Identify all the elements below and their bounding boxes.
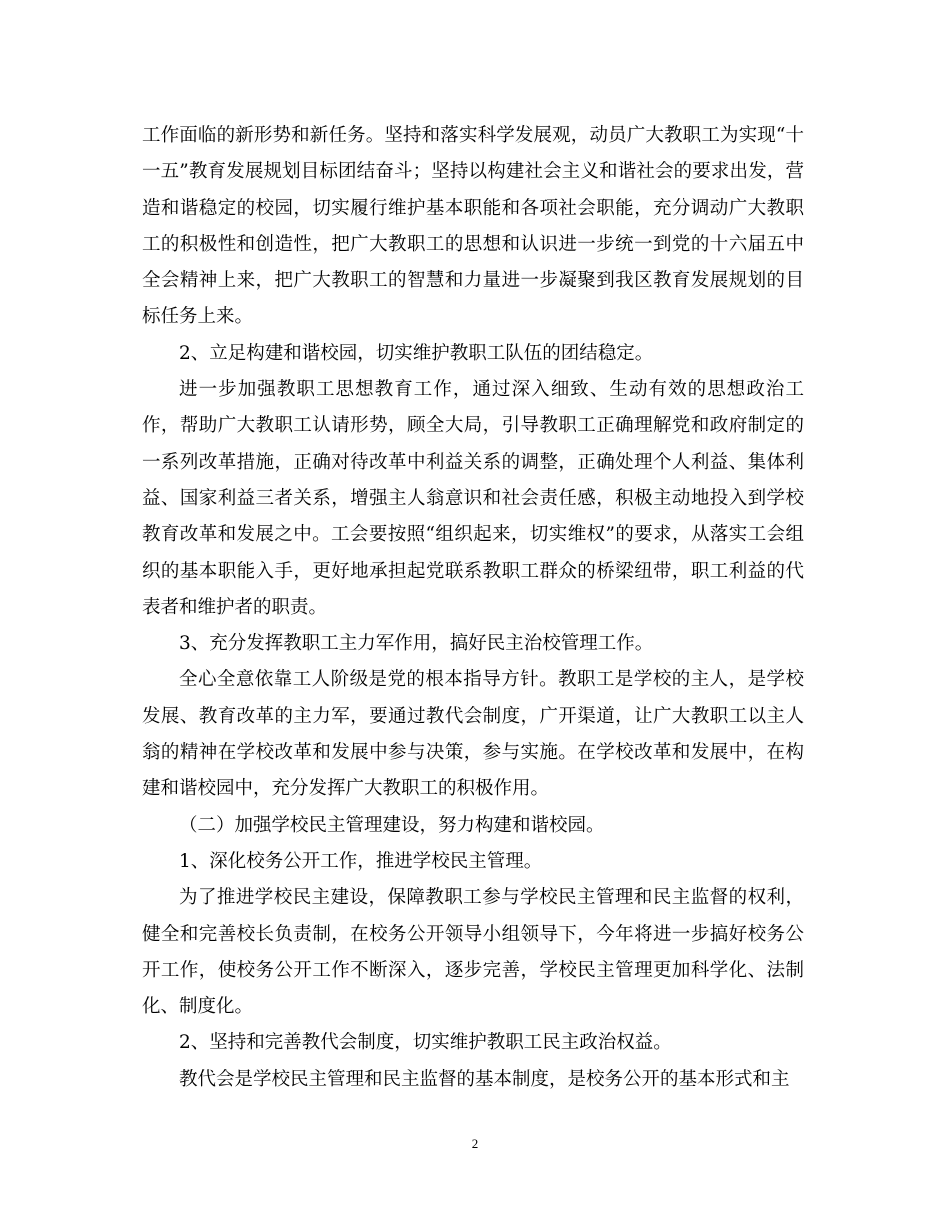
paragraph: 为了推进学校民主建设，保障教职工参与学校民主管理和民主监督的权利，健全和完善校长负责制，在校务公开领导小组领导下，今年将进一步搞好校务公开工作，使校务公开工作不断深入，逐步完善，学校民主管理更加科学化、法制化、制度化。 <box>142 887 804 1018</box>
document-body <box>142 118 804 1098</box>
heading-item-1: 1、深化校务公开工作，推进学校民主管理。 <box>179 850 543 872</box>
section-heading: （二）加强学校民主管理建设，努力构建和谐校园。 <box>179 814 605 836</box>
paragraph: 进一步加强教职工思想教育工作，通过深入细致、生动有效的思想政治工作，帮助广大教职工认请形势，顾全大局，引导教职工正确理解党和政府制定的一系列改革措施，正确对待改革中利益关系的调整，正确处理个人利益、集体利益、国家利益三者关系，增强主人翁意识和社会责任感，积极主动地投入到学校教育改革和发展之中。工会要按照“组织起来，切实维权”的要求，从落实工会组织的基本职能入手，更好地承担起党联系教职工群众的桥梁纽带，职工利益的代表者和维护者的职责。 <box>142 379 804 618</box>
paragraph: 教代会是学校民主管理和民主监督的基本制度，是校务公开的基本形式和主 <box>179 1068 790 1090</box>
page-number: 2 <box>471 1136 479 1151</box>
heading-item-3: 3、充分发挥教职工主力军作用，搞好民主治校管理工作。 <box>179 633 654 655</box>
paragraph-continuation: 工作面临的新形势和新任务。坚持和落实科学发展观，动员广大教职工为实现“十一五”教育发展规划目标团结奋斗；坚持以构建社会主义和谐社会的要求出发，营造和谐稳定的校园，切实履行维护基本职能和各项社会职能，充分调动广大教职工的积极性和创造性，把广大教职工的思想和认识进一步统一到党的十六届五中全会精神上来，把广大教职工的智慧和力量进一步凝聚到我区教育发展规划的目标任务上来。 <box>142 125 804 328</box>
paragraph: 全心全意依靠工人阶级是党的根本指导方针。教职工是学校的主人，是学校发展、教育改革的主力军，要通过教代会制度，广开渠道，让广大教职工以主人翁的精神在学校改革和发展中参与决策，参与实施。在学校改革和发展中，在构建和谐校园中，充分发挥广大教职工的积极作用。 <box>142 669 804 800</box>
heading-item-2: 2、立足构建和谐校园，切实维护教职工队伍的团结稳定。 <box>179 342 654 364</box>
heading-item-2: 2、坚持和完善教代会制度，切实维护教职工民主政治权益。 <box>179 1032 672 1054</box>
